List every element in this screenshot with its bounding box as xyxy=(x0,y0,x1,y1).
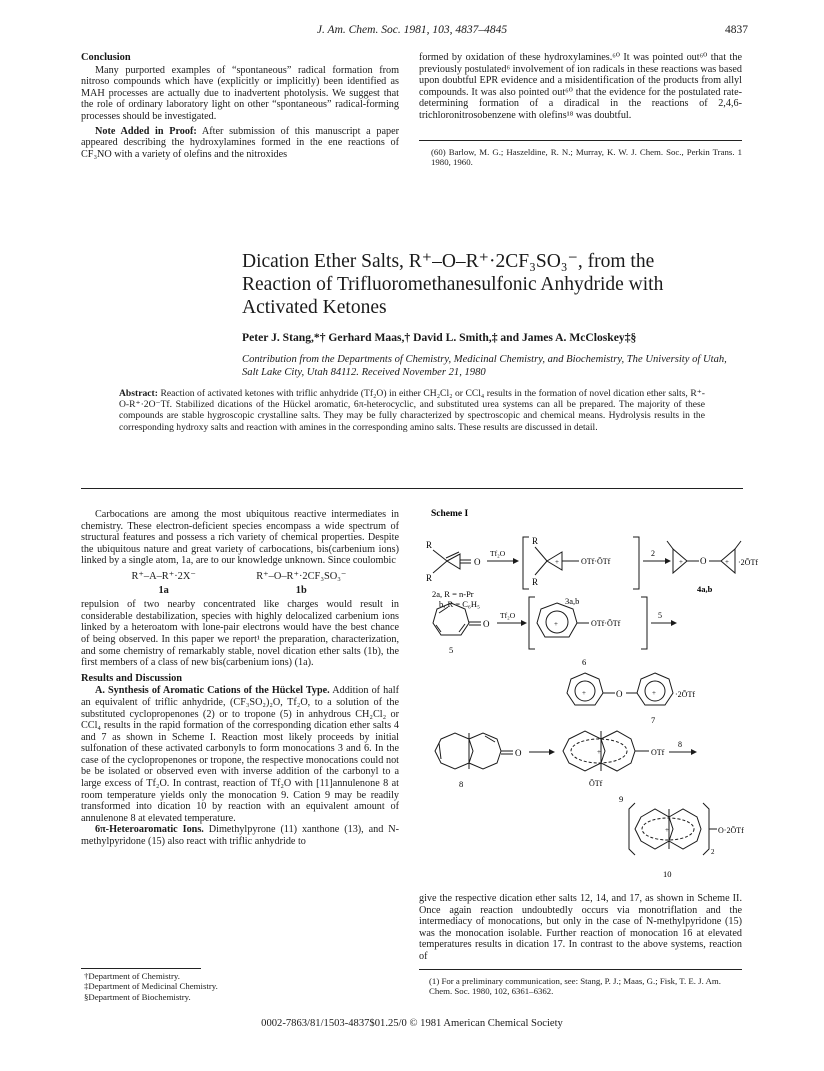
section-a-heading: A. Synthesis of Aromatic Cations of the Hückel Type. xyxy=(95,685,330,697)
main-left-column xyxy=(81,509,399,848)
article-affiliation: Contribution from the Departments of Chemistry, Medicinal Chemistry, and Biochemistry, The University of Utah, Salt Lake City, Utah 84112. Received November 21, 1980 xyxy=(242,354,727,378)
arrow-head xyxy=(691,749,697,755)
structure-2 xyxy=(433,550,471,573)
scheme-title: Scheme I xyxy=(431,509,469,519)
two-otf-label: ·2ŌTf xyxy=(738,558,758,567)
cation-plus: + xyxy=(725,558,729,566)
structure-6 xyxy=(529,597,647,649)
arrow-head xyxy=(665,558,671,564)
main-right-column xyxy=(419,893,742,963)
note-text-right: formed by oxidation of these hydroxylamines.⁶⁰ It was pointed out⁶⁰ that the previously postulated⁶ involvement of ion radicals in these reactions was based upon doubtful EPR evidence and a misidentification of the products from allyl compounds. It was also pointed out⁶⁰ that the evidence for the postulated rate-determining formation of a diradical in the reactions of 2,4,6-trichloronitrosobenzene with olefins¹⁸ was doubtful. xyxy=(419,52,742,121)
section-a-paragraph xyxy=(81,685,399,824)
r-label: R xyxy=(532,577,539,587)
oxygen-label: O xyxy=(474,557,481,567)
footnote-dagger: †Department of Chemistry. xyxy=(84,971,180,981)
cation-plus: + xyxy=(665,826,669,834)
footnote-section: §Department of Biochemistry. xyxy=(84,991,191,1002)
label-2b: b, R = C₆H₅ xyxy=(439,599,480,609)
label-6: 6 xyxy=(582,657,587,667)
article-authors: Peter J. Stang,*† Gerhard Maas,† David L. Smith,‡ and James A. McCloskey‡§ xyxy=(242,331,637,344)
label-2a: 2a, R = n-Pr xyxy=(432,589,474,599)
left-footnote-rule xyxy=(81,968,201,969)
note-text-left: After submission of this manuscript a paper appeared describing the hydroxylamines formed in the ene reactions of CF₃NO with a variety of olefins and the nitroxides xyxy=(81,125,399,160)
label-3: 3a,b xyxy=(565,596,580,606)
intro-paragraph-2: repulsion of two nearby concentrated like charges would result in considerable destabilization, species with highly delocalized carbenium ions linked by a heteroatom with lone-pair electrons would have the best chance of being observed. In this paper we report¹ the preparation, characterization, and some chemistry of remarkably stable, novel dication ether salts (1b), the first members of a class of new bis(carbenium ions) (1a). xyxy=(81,599,399,669)
structure-10 xyxy=(629,803,717,855)
label-4: 4a,b xyxy=(697,584,713,594)
abstract xyxy=(119,388,705,433)
oxygen-label: O xyxy=(700,556,707,566)
arrow-head xyxy=(549,749,555,755)
arrow-label-2: 2 xyxy=(651,549,655,558)
reagent-label: Tf₂O xyxy=(490,549,506,558)
scheme-1 xyxy=(419,505,759,885)
formula-row xyxy=(81,571,399,583)
label-5: 5 xyxy=(449,645,454,655)
label-9: 9 xyxy=(619,794,624,804)
results-heading: Results and Discussion xyxy=(81,672,183,684)
footnote-rule xyxy=(419,140,742,141)
conclusion-heading: Conclusion xyxy=(81,52,131,63)
r-label: R xyxy=(426,540,433,550)
otf-otf-label: OTf·ŌTf xyxy=(581,557,611,566)
abstract-text: Reaction of activated ketones with triflic anhydride (Tf₂O) in either CH₂Cl₂ or CCl₄ results in the formation of novel dication ether salts, R⁺-O-R⁺·2O⁻Tf. Stabilized dications of the Hückel aromatic, 6π-heterocyclic, and substituted urea systems can all be prepared. The majority of these compounds are stable hygroscopic crystalline salts. They may be fully characterized by spectroscopic and chemical means. Hydrolysis results in the corresponding hydroxy salts and reaction with amines in the corresponding amino salts. These results are discussed in detail. xyxy=(119,388,706,433)
cation-plus: + xyxy=(554,620,558,628)
prev-article-right-column xyxy=(419,52,742,167)
section-b-text: Dimethylpyrone (11) xanthone (13), and N-methylpyridone (15) also react with triflic anhydride to xyxy=(81,824,400,848)
two-otf-label: ·2ŌTf xyxy=(675,690,695,699)
label-7: 7 xyxy=(651,715,656,725)
otf-otf-label: OTf·ŌTf xyxy=(591,619,621,628)
journal-citation: J. Am. Chem. Soc. 1981, 103, 4837–4845 xyxy=(316,24,508,36)
o-2otf-label: O·2ŌTf xyxy=(718,826,744,835)
abstract-label: Abstract: xyxy=(119,388,158,399)
r-label: R xyxy=(532,536,539,546)
article-title: Dication Ether Salts, R⁺–O–R⁺·2CF₃SO₃⁻, from the Reaction of Trifluoromethanesulfonic Anhydride with Activated Ketones xyxy=(242,251,664,318)
otf-minus-label: ŌTf xyxy=(589,779,603,788)
section-b-paragraph xyxy=(81,824,399,847)
cation-plus: + xyxy=(582,689,586,697)
subscript-2: 2 xyxy=(711,848,715,856)
arrow-head xyxy=(671,620,677,626)
label-8: 8 xyxy=(459,779,464,789)
cation-plus: + xyxy=(679,558,683,566)
footnote-1: (1) For a preliminary communication, see: Stang, P. J.; Maas, G.; Fisk, T. E. J. Am. Chem. Soc. 1980, 102, 6361–6362. xyxy=(429,976,721,997)
section-a-text: Addition of half an equivalent of triflic anhydride, (CF₃SO₂)₂O, Tf₂O, to a solution of the substituted cyclopropenones (2) or to tropone (5) in anhydrous CH₂Cl₂ or CCl₄ results in the rapid formation of the corresponding dication ether salts 4 and 7 as shown in Scheme I. Reaction most likely proceeds by initial sulfonation of these activated carbonyls to form monocations 3 and 6. In the case of the cyclopropenones or tropone, the respective monocations could not be be isolated or observed even with inverse addition of the carbonyl to a large excess of Tf₂O. In contrast, reaction of Tf₂O with [11]annulenone 8 at room temperature yields only the monocation 9. Cation 9 may be readily transformed into dication 10 by reaction with an equivalent amount of annulenone 8 at elevated temperature. xyxy=(81,685,399,824)
affiliation-footnotes xyxy=(84,971,384,1002)
cation-plus: + xyxy=(555,558,559,566)
label-10: 10 xyxy=(663,869,672,879)
right-column-text: give the respective dication ether salts 12, 14, and 17, as shown in Scheme II. Once again reaction undoubtedly occurs via monotriflation and the intermediacy of monocations, but only in the case of N-methylpyridone (15) was the monocation isolable. Further reaction of monocation 16 at elevated temperatures results in dication 17. In contrast to the above systems, reaction of xyxy=(419,893,742,962)
page-number: 4837 xyxy=(725,24,748,36)
otf-label: OTf xyxy=(651,748,665,757)
label-1a: 1a xyxy=(158,584,169,596)
conclusion-text: Many purported examples of “spontaneous” radical formation from nitroso compounds which have (explicitly or implicitly) been identified as MAH processes are actually due to inadvertent photolysis. We suggest that the role of ordinary laboratory light on other “spontaneous” radical-forming processes should be investigated. xyxy=(81,64,399,122)
note-label: Note Added in Proof: xyxy=(95,125,197,137)
cation-plus: + xyxy=(652,689,656,697)
footnote-double-dagger: ‡Department of Medicinal Chemistry. xyxy=(84,981,218,992)
cation-plus: + xyxy=(597,748,601,756)
page-footer: 0002-7863/81/1503-4837$01.25/0 © 1981 American Chemical Society xyxy=(261,1018,563,1029)
arrow-head xyxy=(513,558,519,564)
arrow-label-8: 8 xyxy=(678,740,682,749)
reagent-label: Tf₂O xyxy=(500,611,516,620)
arrow-head xyxy=(521,620,527,626)
arrow-label-5: 5 xyxy=(658,611,662,620)
abstract-rule xyxy=(81,488,743,489)
oxygen-label: O xyxy=(616,689,623,699)
structure-8 xyxy=(435,733,513,769)
intro-paragraph-1: Carbocations are among the most ubiquitous reactive intermediates in chemistry. These electron-deficient species encompass a wide spectrum of structural features and possess a rich variety of chemical properties. Despite the ubiquitous nature and great variety of carbocations, bis(carbenium ions) linked by a single atom, 1a, are to our knowledge unknown. Since coulombic xyxy=(81,509,399,567)
oxygen-label: O xyxy=(483,619,490,629)
section-b-heading: 6π-Heteroaromatic Ions. xyxy=(95,824,204,836)
note-paragraph xyxy=(81,126,399,161)
oxygen-label: O xyxy=(515,748,522,758)
right-footnote-rule xyxy=(419,969,742,970)
label-1b: 1b xyxy=(295,584,307,596)
structure-9 xyxy=(563,731,649,771)
prev-article-left-column xyxy=(81,52,399,160)
formula-1a: R⁺–A–R⁺·2X⁻ xyxy=(131,570,196,582)
formula-1b: R⁺–O–R⁺·2CF₃SO₃⁻ xyxy=(256,570,347,582)
formula-labels xyxy=(81,585,399,597)
footnote-60: (60) Barlow, M. G.; Haszeldine, R. N.; Murray, K. W. J. Chem. Soc., Perkin Trans. 1 1980, 1960. xyxy=(431,146,742,167)
r-label: R xyxy=(426,573,433,583)
